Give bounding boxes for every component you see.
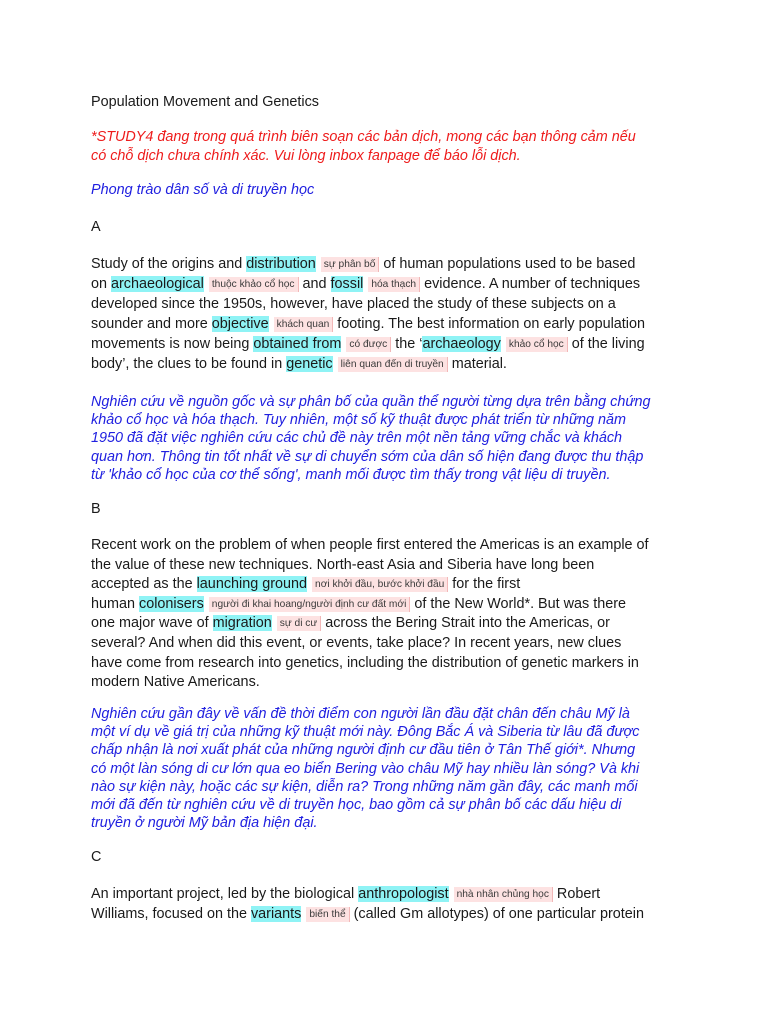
text-line: Study of the origins and distribution sự phân bố of human populations used to be based — [91, 256, 636, 272]
vocab-gloss: nhà nhân chủng học — [454, 887, 553, 902]
vocab-gloss: khảo cổ học — [506, 337, 568, 352]
section-a-label: A — [91, 219, 101, 235]
text-line: the value of these new techniques. North-east Asia and Siberia have long been — [91, 556, 595, 573]
vocab-gloss: thuộc khảo cổ học — [209, 277, 299, 292]
translation-notice — [91, 128, 691, 167]
translation-line: quan hơn. Thông tin tốt nhất về sự di chuyển sớm của dân số hiện đang được thu thập — [91, 448, 644, 465]
vocab-gloss: hóa thạch — [368, 277, 420, 292]
text-line: accepted as the launching ground nơi khởi đầu, bước khởi đầu for the first — [91, 576, 521, 593]
section-c-english — [91, 884, 691, 924]
translation-line: Nghiên cứu về nguồn gốc và sự phân bố của quần thể người từng dựa trên bằng chứng — [91, 394, 651, 410]
translation-line: chấp nhận là nơi xuất phát của những người định cư đầu tiên ở Tân Thế giới*. Nhưng — [91, 742, 636, 759]
translation-line: từ 'khảo cổ học của cơ thể sống', manh mối được tìm thấy trong vật liệu di truyền. — [91, 466, 611, 483]
text-line: sounder and more objective khách quan footing. The best information on early population — [91, 316, 646, 332]
section-c-label: C — [91, 849, 102, 865]
translation-line: 1950 đã đặt việc nghiên cứu các chủ đề này trên một nền tảng vững chắc và khách — [91, 430, 623, 447]
doc-title: Population Movement and Genetics — [91, 94, 319, 110]
vocab-gloss: sự di cư — [277, 616, 321, 631]
vocab-highlight: objective — [211, 316, 269, 332]
vocab-highlight: archaeological — [111, 276, 204, 292]
vocab-gloss: khách quan — [274, 317, 334, 332]
text-line: developed since the 1950s, however, have placed the study of these subjects on a — [91, 296, 616, 312]
section-a-translation — [91, 393, 691, 484]
text-line: human colonisers người đi khai hoang/người định cư đất mới of the New World*. But was there — [91, 595, 627, 612]
section-b-translation — [91, 705, 691, 832]
text-line: one major wave of migration sự di cư across the Bering Strait into the Americas, or — [91, 615, 610, 632]
text-line: Williams, focused on the variants biến thể (called Gm allotypes) of one particular protein — [91, 906, 644, 922]
text-line: movements is now being obtained from có được the ‘archaeology khảo cổ học of the living — [91, 336, 645, 352]
vocab-highlight: anthropologist — [358, 886, 449, 902]
vocab-gloss: nơi khởi đầu, bước khởi đầu — [312, 577, 448, 592]
vocab-gloss: biến thể — [306, 907, 349, 922]
translation-line: mới đã đến từ nghiên cứu về di truyền học, bao gồm cả sự phân bố các dấu hiệu di — [91, 797, 622, 814]
translation-line: Nghiên cứu gần đây về vấn đề thời điểm con người lần đầu đặt chân đến châu Mỹ là — [91, 706, 630, 722]
vocab-highlight: archaeology — [422, 336, 501, 352]
vocab-gloss: người đi khai hoang/người định cư đất mới — [209, 597, 411, 612]
section-b-english — [91, 536, 691, 693]
notice-line: *STUDY4 đang trong quá trình biên soạn các bản dịch, mong các bạn thông cảm nếu — [91, 129, 636, 145]
vocab-highlight: variants — [250, 906, 302, 922]
vocab-highlight: migration — [212, 615, 272, 632]
section-a-english — [91, 254, 691, 374]
text-line: several? And when did this event, or events, take place? In recent years, new clues — [91, 634, 622, 651]
translation-line: có một làn sóng di cư lớn qua eo biển Bering vào châu Mỹ hay nhiều làn sóng? Và khi — [91, 760, 640, 777]
translation-line: một ví dụ về giá trị của những kỹ thuật mới này. Đông Bắc Á và Siberia từ lâu đã được — [91, 724, 640, 741]
vocab-highlight: colonisers — [139, 595, 204, 612]
section-b-label: B — [91, 501, 101, 517]
translation-line: truyền ở người Mỹ bản địa hiện đại. — [91, 815, 318, 832]
vocab-highlight: fossil — [330, 276, 364, 292]
vocab-highlight: distribution — [246, 256, 316, 272]
text-line: modern Native Americans. — [91, 674, 260, 691]
text-line: An important project, led by the biological anthropologist nhà nhân chủng học Robert — [91, 886, 601, 902]
vocab-gloss: có được — [346, 337, 391, 352]
translation-line: nào sự kiện này, hoặc các sự kiện, diễn ra? Trong những năm gần đây, các manh mối — [91, 778, 638, 795]
vocab-gloss: sự phân bố — [321, 257, 380, 272]
title-translation: Phong trào dân số và di truyền học — [91, 182, 315, 198]
text-line: Recent work on the problem of when people first entered the Americas is an example of — [91, 537, 649, 553]
notice-line: có chỗ dịch chưa chính xác. Vui lòng inbox fanpage để báo lỗi dịch. — [91, 148, 521, 165]
text-line: body’, the clues to be found in genetic liên quan đến di truyền material. — [91, 356, 507, 372]
vocab-highlight: obtained from — [253, 336, 342, 352]
text-line: on archaeological thuộc khảo cổ học and fossil hóa thạch evidence. A number of techniques — [91, 276, 641, 292]
vocab-highlight: launching ground — [196, 576, 308, 593]
vocab-gloss: liên quan đến di truyền — [338, 357, 448, 372]
translation-line: khảo cổ học và hóa thạch. Tuy nhiên, một số kỹ thuật được phát triển từ những năm — [91, 412, 626, 429]
vocab-highlight: genetic — [286, 356, 333, 372]
text-line: have come from research into genetics, including the distribution of genetic markers in — [91, 654, 639, 671]
